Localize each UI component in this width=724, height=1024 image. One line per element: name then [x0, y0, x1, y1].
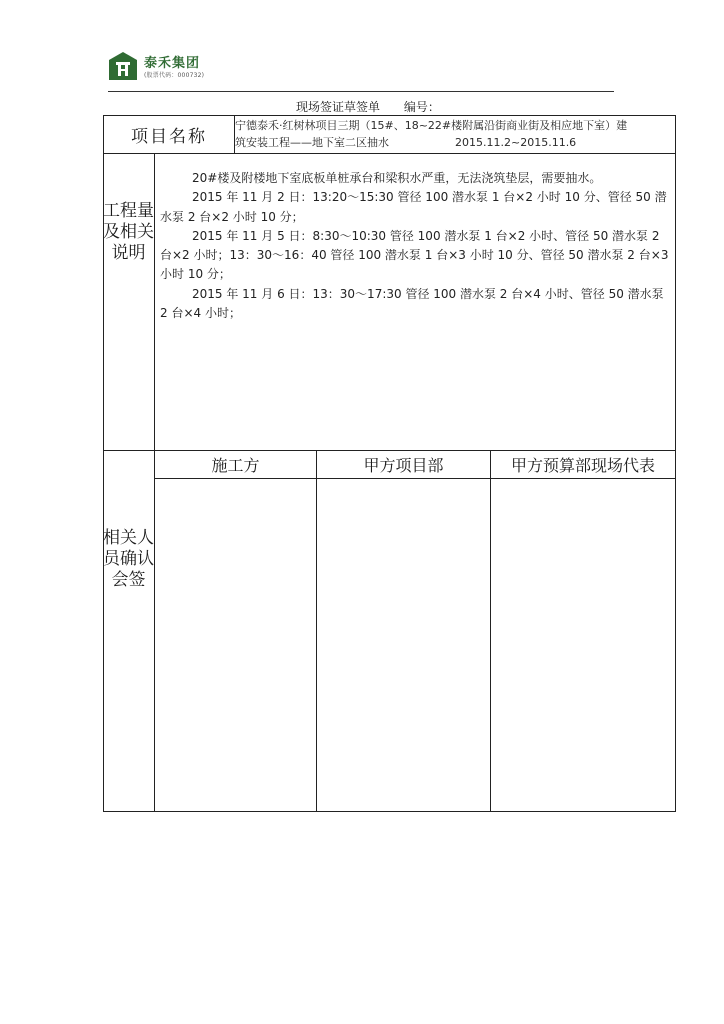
- confirm-signature-label: 相关人员确认会签: [103, 528, 154, 590]
- table-border-bottom: [103, 811, 676, 812]
- header-divider: [108, 91, 614, 92]
- owner-project-dept-signature-cell[interactable]: [317, 479, 490, 811]
- project-name-line1: 宁德泰禾·红树林项目三期（15#、18~22#楼附属沿街商业街及相应地下室）建: [235, 119, 628, 132]
- form-title: 现场签证草签单: [296, 100, 381, 114]
- contractor-column-header: 施工方: [211, 455, 260, 475]
- company-logo: [108, 50, 218, 82]
- quantity-description-label: 工程量及相关说明: [103, 201, 154, 263]
- contractor-signature-cell[interactable]: [155, 479, 316, 811]
- table-border-right: [675, 115, 676, 812]
- project-date: 2015.11.2~2015.11.6: [455, 136, 577, 149]
- owner-project-dept-column-header: 甲方项目部: [363, 455, 444, 475]
- table-row-divider: [103, 153, 676, 154]
- project-name-value: [235, 117, 673, 151]
- owner-budget-rep-signature-cell[interactable]: [491, 479, 675, 811]
- project-name-label: 项目名称: [131, 126, 207, 147]
- number-label: 编号：: [403, 100, 440, 114]
- description-paragraph: 20#楼及附楼地下室底板单桩承台和梁积水严重，无法浇筑垫层，需要抽水。: [192, 171, 602, 185]
- project-name-line2: 筑安装工程——地下室二区抽水: [235, 136, 389, 149]
- description-paragraph: 2015 年 11 月 6 日：13：30～17:30 管径 100 潜水泵 2 台×4 小时、管径 50 潜水泵 2 台×4 小时；: [160, 286, 664, 321]
- owner-budget-rep-column-header: 甲方预算部现场代表: [510, 455, 655, 475]
- description-text: [160, 169, 674, 323]
- visa-form-table: [103, 115, 676, 812]
- stock-code: (股票代码：000732): [144, 72, 205, 79]
- description-paragraph: 2015 年 11 月 2 日：13:20～15:30 管径 100 潜水泵 1 台×2 小时 10 分、管径 50 潜水泵 2 台×2 小时 10 分；: [160, 190, 667, 224]
- description-paragraph: 2015 年 11 月 5 日：8:30～10:30 管径 100 潜水泵 1 台×2 小时、管径 50 潜水泵 2 台×2 小时；13：30～16：40 管径 100 潜水泵 1 台×3 小时 10 分、管径 50 潜水泵 2 台×3 小时 10 分；: [160, 228, 669, 282]
- building-logo-icon: [108, 51, 138, 81]
- document-title: [296, 98, 440, 115]
- company-name: 泰禾集团: [144, 56, 201, 71]
